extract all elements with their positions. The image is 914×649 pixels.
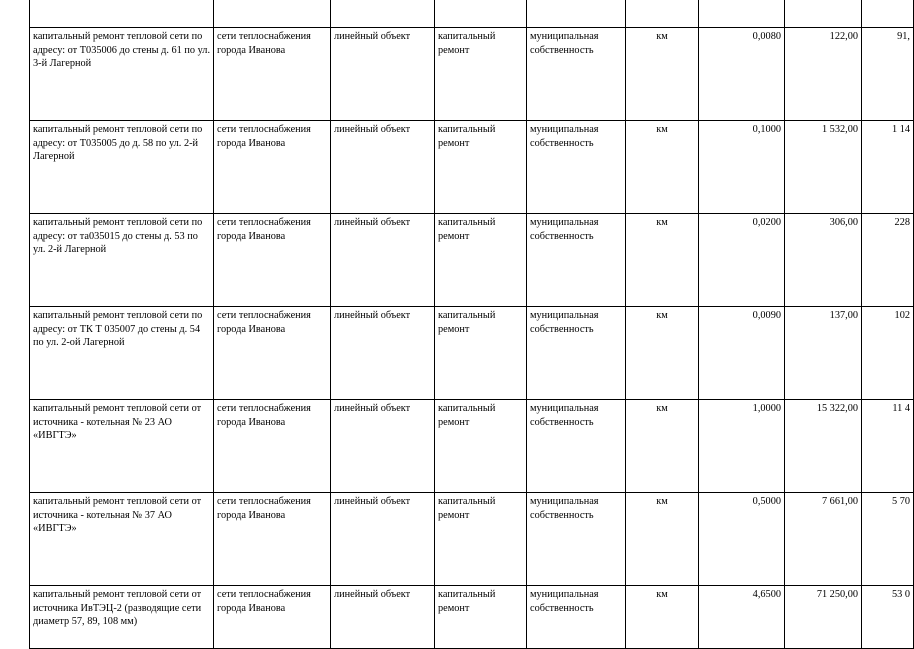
unit-cell: км	[626, 586, 699, 649]
cost-cell: 71 250,00	[785, 586, 862, 649]
network-cell: сети теплоснабжения города Иванова	[214, 214, 331, 307]
cost-cell: 137,00	[785, 307, 862, 400]
work-type-cell: капитальный ремонт	[435, 493, 527, 586]
work-type-cell: капитальный ремонт	[435, 121, 527, 214]
work-type-cell: капитальный ремонт	[435, 214, 527, 307]
length-cell: 1,0000	[699, 400, 785, 493]
cost-cell: 7 661,00	[785, 493, 862, 586]
work-type-cell: капитальный ремонт	[435, 28, 527, 121]
extra-value-cell: 91,	[862, 28, 914, 121]
extra-value-cell: 11 4	[862, 400, 914, 493]
ownership-cell: муниципальная собственность	[527, 307, 626, 400]
unit-cell: км	[626, 121, 699, 214]
work-type-cell: капитальный ремонт	[435, 586, 527, 649]
length-cell: 0,0080	[699, 28, 785, 121]
ownership-cell: муниципальная собственность	[527, 493, 626, 586]
object-type-cell: линейный объект	[331, 493, 435, 586]
object-type-cell: линейный объект	[331, 586, 435, 649]
table-cell	[785, 0, 862, 28]
unit-cell: км	[626, 400, 699, 493]
object-type-cell: линейный объект	[331, 307, 435, 400]
ownership-cell: муниципальная собственность	[527, 400, 626, 493]
length-cell: 4,6500	[699, 586, 785, 649]
ownership-cell: муниципальная собственность	[527, 214, 626, 307]
extra-value-cell: 102	[862, 307, 914, 400]
table-cell	[626, 0, 699, 28]
ownership-cell: муниципальная собственность	[527, 586, 626, 649]
extra-value-cell: 5 70	[862, 493, 914, 586]
table-row	[30, 400, 914, 493]
network-cell: сети теплоснабжения города Иванова	[214, 493, 331, 586]
table-cell	[30, 0, 214, 28]
cost-cell: 122,00	[785, 28, 862, 121]
table-row	[30, 307, 914, 400]
object-name-cell: капитальный ремонт тепловой сети от источника - котельная № 23 АО «ИВГТЭ»	[30, 400, 214, 493]
unit-cell: км	[626, 307, 699, 400]
table-row	[30, 586, 914, 649]
object-name-cell: капитальный ремонт тепловой сети от источника - котельная № 37 АО «ИВГТЭ»	[30, 493, 214, 586]
work-type-cell: капитальный ремонт	[435, 307, 527, 400]
extra-value-cell: 53 0	[862, 586, 914, 649]
network-cell: сети теплоснабжения города Иванова	[214, 28, 331, 121]
table-cell	[527, 0, 626, 28]
ownership-cell: муниципальная собственность	[527, 28, 626, 121]
object-type-cell: линейный объект	[331, 121, 435, 214]
object-type-cell: линейный объект	[331, 214, 435, 307]
ownership-cell: муниципальная собственность	[527, 121, 626, 214]
length-cell: 0,0090	[699, 307, 785, 400]
object-type-cell: линейный объект	[331, 400, 435, 493]
table-row	[30, 214, 914, 307]
length-cell: 0,5000	[699, 493, 785, 586]
cost-cell: 15 322,00	[785, 400, 862, 493]
table-cell	[214, 0, 331, 28]
unit-cell: км	[626, 493, 699, 586]
network-cell: сети теплоснабжения города Иванова	[214, 586, 331, 649]
cost-cell: 306,00	[785, 214, 862, 307]
work-type-cell: капитальный ремонт	[435, 400, 527, 493]
length-cell: 0,0200	[699, 214, 785, 307]
extra-value-cell: 228	[862, 214, 914, 307]
capital-repair-table	[29, 0, 914, 649]
network-cell: сети теплоснабжения города Иванова	[214, 400, 331, 493]
table-row	[30, 493, 914, 586]
object-name-cell: капитальный ремонт тепловой сети по адресу: от та035015 до стены д. 53 по ул. 2-й Лагерной	[30, 214, 214, 307]
cost-cell: 1 532,00	[785, 121, 862, 214]
table-cell	[699, 0, 785, 28]
network-cell: сети теплоснабжения города Иванова	[214, 307, 331, 400]
length-cell: 0,1000	[699, 121, 785, 214]
network-cell: сети теплоснабжения города Иванова	[214, 121, 331, 214]
unit-cell: км	[626, 214, 699, 307]
object-type-cell: линейный объект	[331, 28, 435, 121]
table-cell	[435, 0, 527, 28]
table-row	[30, 121, 914, 214]
object-name-cell: капитальный ремонт тепловой сети по адресу: от ТК Т 035007 до стены д. 54 по ул. 2-ой Лагерной	[30, 307, 214, 400]
object-name-cell: капитальный ремонт тепловой сети по адресу: от Т035005 до д. 58 по ул. 2-й Лагерной	[30, 121, 214, 214]
table-cell	[862, 0, 914, 28]
table-row	[30, 28, 914, 121]
table-row-top-fragment	[30, 0, 914, 28]
table-cell	[331, 0, 435, 28]
unit-cell: км	[626, 28, 699, 121]
object-name-cell: капитальный ремонт тепловой сети по адресу: от Т035006 до стены д. 61 по ул. 3-й Лагерной	[30, 28, 214, 121]
object-name-cell: капитальный ремонт тепловой сети от источника ИвТЭЦ-2 (разводящие сети диаметр 57, 89, 108 мм)	[30, 586, 214, 649]
extra-value-cell: 1 14	[862, 121, 914, 214]
